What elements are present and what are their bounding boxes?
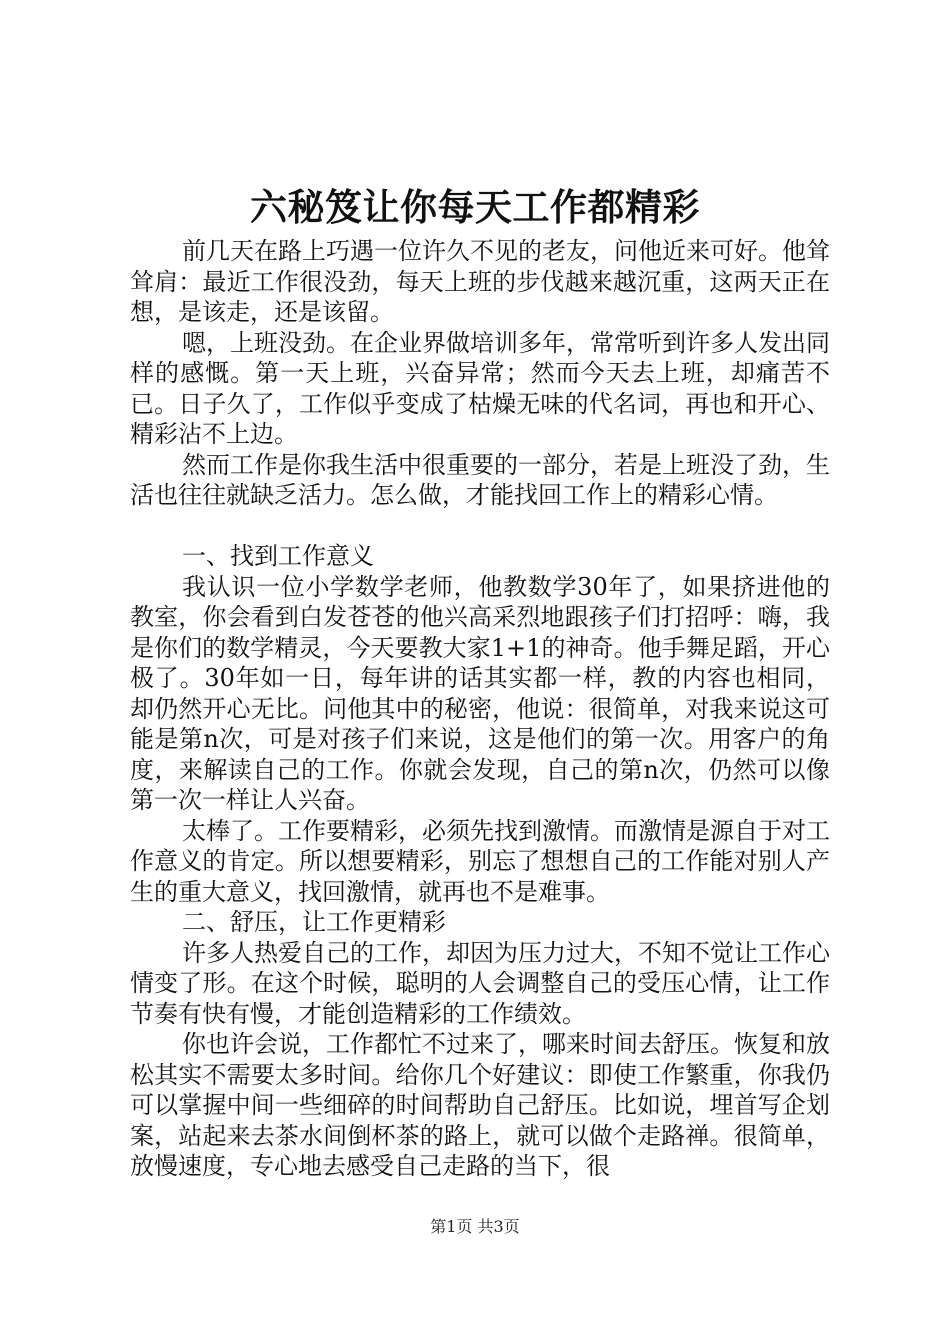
document-title: 六秘笈让你每天工作都精彩 — [250, 185, 700, 229]
page-footer: 第1页 共3页 — [430, 1217, 520, 1236]
section-heading: 一、找到工作意义 — [182, 542, 374, 570]
paragraph: 太棒了。工作要精彩，必须先找到激情。而激情是源自于对工作意义的肯定。所以想要精彩，别忘了想想自己的工作能对别人产生的重大意义，找回激情，就再也不是难事。 — [130, 816, 830, 906]
paragraph: 然而工作是你我生活中很重要的一部分，若是上班没了劲，生活也往往就缺乏活力。怎么做，才能找回工作上的精彩心情。 — [130, 450, 830, 509]
paragraph: 嗯，上班没劲。在企业界做培训多年，常常听到许多人发出同样的感慨。第一天上班，兴奋异常；然而今天去上班，却痛苦不已。日子久了，工作似乎变成了枯燥无味的代名词，再也和开心、精彩沾不上边。 — [130, 328, 830, 448]
section-heading: 二、舒压，让工作更精彩 — [182, 908, 446, 936]
paragraph: 许多人热爱自己的工作，却因为压力过大，不知不觉让工作心情变了形。在这个时候，聪明的人会调整自己的受压心情，让工作节奏有快有慢，才能创造精彩的工作绩效。 — [130, 938, 830, 1028]
paragraph: 你也许会说，工作都忙不过来了，哪来时间去舒压。恢复和放松其实不需要太多时间。给你几个好建议：即使工作繁重，你我仍可以掌握中间一些细碎的时间帮助自己舒压。比如说，埋首写企划案，站起来去茶水间倒杯茶的路上，就可以做个走路禅。很简单，放慢速度，专心地去感受自己走路的当下，很 — [130, 1030, 830, 1180]
document-body — [130, 236, 830, 1182]
paragraph: 我认识一位小学数学老师，他教数学30年了，如果挤进他的教室，你会看到白发苍苍的他兴高采烈地跟孩子们打招呼：嗨，我是你们的数学精灵，今天要教大家1+1的神奇。他手舞足蹈，开心极了。30年如一日，每年讲的话其实都一样，教的内容也相同，却仍然开心无比。问他其中的秘密，他说：很简单，对我来说这可能是第n次，可是对孩子们来说，这是他们的第一次。用客户的角度，来解读自己的工作。你就会发现，自己的第n次，仍然可以像第一次一样让人兴奋。 — [130, 572, 830, 814]
blank-line — [130, 511, 830, 542]
paragraph: 前几天在路上巧遇一位许久不见的老友，问他近来可好。他耸耸肩：最近工作很没劲，每天上班的步伐越来越沉重，这两天正在想，是该走，还是该留。 — [130, 237, 830, 326]
